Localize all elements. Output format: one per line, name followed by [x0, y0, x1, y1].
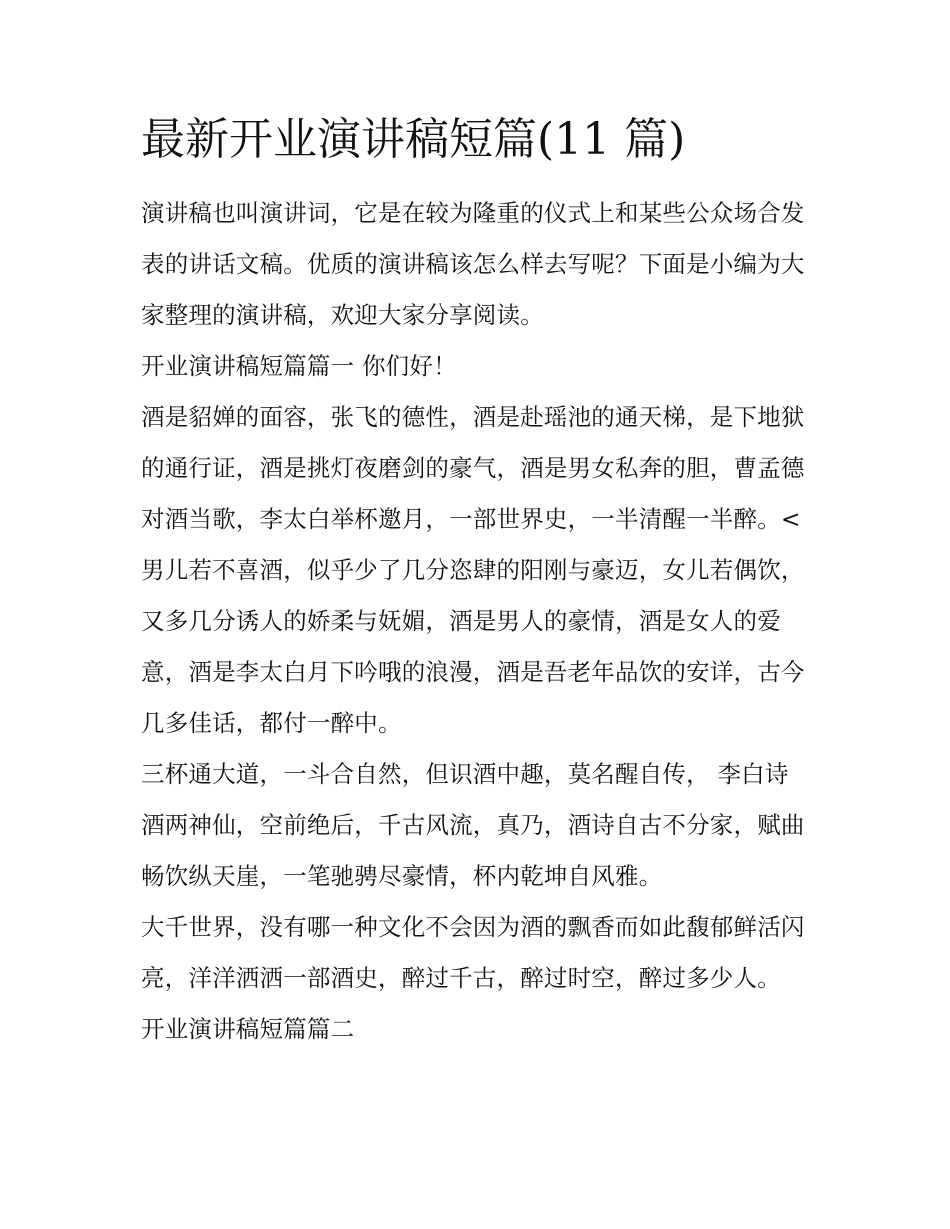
paragraph-section-heading: 开业演讲稿短篇篇一 你们好！	[141, 352, 457, 380]
document-title: 最新开业演讲稿短篇(11 篇)	[141, 114, 686, 165]
paragraph-body-2: 男儿若不喜酒，似乎少了几分恣肆的阳刚与豪迈，女儿若偶饮，又多几分诱人的娇柔与妩媚，酒是男人的豪情，酒是女人的爱意，酒是李太白月下吟哦的浪漫，酒是吾老年品饮的安详，古今几多佳话，都付一醉中。	[141, 556, 805, 737]
paragraph-body-1: 酒是貂婵的面容，张飞的德性，酒是赴瑶池的通天梯，是下地狱的通行证，酒是挑灯夜磨剑的豪气，酒是男女私奔的胆，曹孟德对酒当歌，李太白举杯邀月，一部世界史，一半清醒一半醉。<	[141, 403, 805, 533]
document-page	[141, 110, 811, 1055]
paragraph-intro: 演讲稿也叫演讲词，它是在较为隆重的仪式上和某些公众场合发表的讲话文稿。优质的演讲稿该怎么样去写呢？下面是小编为大家整理的演讲稿，欢迎大家分享阅读。	[141, 199, 805, 329]
paragraph-body-4: 大千世界，没有哪一种文化不会因为酒的飘香而如此馥郁鲜活闪亮，洋洋洒洒一部酒史，醉过千古，醉过时空，醉过多少人。 开业演讲稿短篇篇二	[141, 913, 805, 1043]
paragraph-body-3: 三杯通大道，一斗合自然，但识酒中趣，莫名醒自传， 李白诗酒两神仙，空前绝后，千古风流，真乃，酒诗自古不分家，赋曲畅饮纵天崖，一笔驰骋尽豪情，杯内乾坤自风雅。	[141, 760, 805, 890]
